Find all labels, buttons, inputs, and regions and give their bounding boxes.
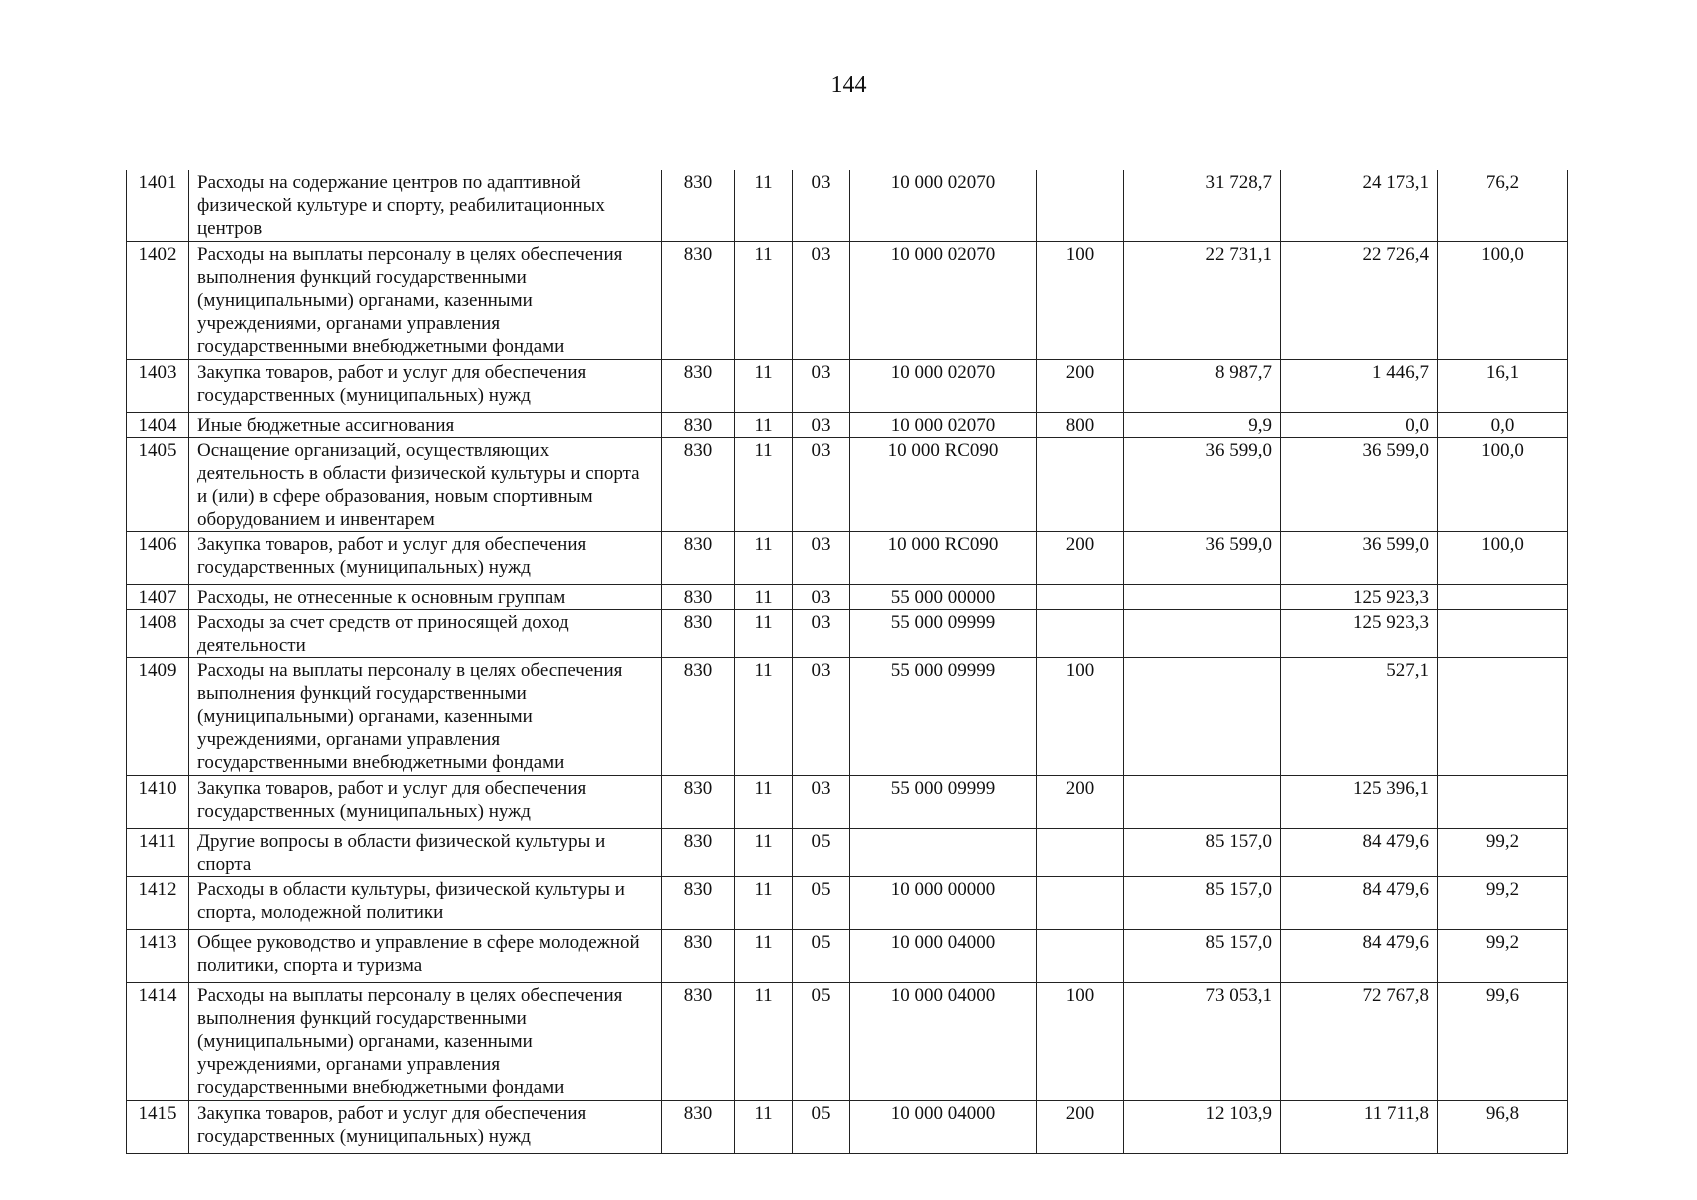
- plan-amount: 36 599,0: [1124, 531, 1281, 584]
- section-code: 11: [735, 982, 793, 1100]
- actual-amount: 125 923,3: [1281, 609, 1438, 657]
- target-article: 10 000 02070: [850, 359, 1037, 412]
- table-row: [127, 170, 1568, 241]
- execution-percent: 100,0: [1438, 241, 1568, 359]
- subsection-code: 03: [793, 609, 850, 657]
- admin-code: 830: [662, 929, 735, 982]
- actual-amount: 36 599,0: [1281, 531, 1438, 584]
- expense-type: 200: [1037, 359, 1124, 412]
- plan-amount: [1124, 609, 1281, 657]
- actual-amount: 1 446,7: [1281, 359, 1438, 412]
- execution-percent: [1438, 775, 1568, 828]
- subsection-code: 03: [793, 437, 850, 531]
- execution-percent: [1438, 609, 1568, 657]
- table-row: [127, 584, 1568, 609]
- actual-amount: 125 396,1: [1281, 775, 1438, 828]
- expense-type: [1037, 929, 1124, 982]
- section-code: 11: [735, 170, 793, 241]
- subsection-code: 03: [793, 170, 850, 241]
- admin-code: 830: [662, 170, 735, 241]
- row-name: Закупка товаров, работ и услуг для обеспечения государственных (муниципальных) нужд: [189, 1100, 662, 1153]
- subsection-code: 03: [793, 359, 850, 412]
- admin-code: 830: [662, 775, 735, 828]
- execution-percent: 99,2: [1438, 876, 1568, 929]
- target-article: 55 000 09999: [850, 609, 1037, 657]
- table-row: [127, 437, 1568, 531]
- actual-amount: 24 173,1: [1281, 170, 1438, 241]
- execution-percent: 99,6: [1438, 982, 1568, 1100]
- expense-type: 800: [1037, 412, 1124, 437]
- row-name: Оснащение организаций, осуществляющих деятельность в области физической культуры и спорта и (или) в сфере образования, новым спортивным оборудованием и инвентарем: [189, 437, 662, 531]
- row-number: 1415: [127, 1100, 189, 1153]
- execution-percent: 99,2: [1438, 828, 1568, 876]
- target-article: 10 000 02070: [850, 241, 1037, 359]
- actual-amount: 22 726,4: [1281, 241, 1438, 359]
- target-article: 55 000 09999: [850, 657, 1037, 775]
- row-name: Расходы в области культуры, физической культуры и спорта, молодежной политики: [189, 876, 662, 929]
- plan-amount: 85 157,0: [1124, 828, 1281, 876]
- admin-code: 830: [662, 437, 735, 531]
- table-row: [127, 1100, 1568, 1153]
- section-code: 11: [735, 1100, 793, 1153]
- row-name: Расходы за счет средств от приносящей доход деятельности: [189, 609, 662, 657]
- admin-code: 830: [662, 1100, 735, 1153]
- target-article: 10 000 04000: [850, 929, 1037, 982]
- expense-type: [1037, 828, 1124, 876]
- section-code: 11: [735, 828, 793, 876]
- table-row: [127, 531, 1568, 584]
- target-article: 10 000 RC090: [850, 437, 1037, 531]
- subsection-code: 03: [793, 584, 850, 609]
- admin-code: 830: [662, 412, 735, 437]
- actual-amount: 84 479,6: [1281, 828, 1438, 876]
- page-number: 144: [830, 72, 867, 98]
- target-article: 10 000 04000: [850, 1100, 1037, 1153]
- expense-type: [1037, 584, 1124, 609]
- execution-percent: 100,0: [1438, 531, 1568, 584]
- expense-type: 200: [1037, 531, 1124, 584]
- subsection-code: 05: [793, 876, 850, 929]
- subsection-code: 03: [793, 657, 850, 775]
- row-number: 1401: [127, 170, 189, 241]
- section-code: 11: [735, 531, 793, 584]
- row-number: 1406: [127, 531, 189, 584]
- plan-amount: 36 599,0: [1124, 437, 1281, 531]
- row-number: 1411: [127, 828, 189, 876]
- subsection-code: 05: [793, 1100, 850, 1153]
- target-article: 10 000 02070: [850, 170, 1037, 241]
- section-code: 11: [735, 359, 793, 412]
- plan-amount: 9,9: [1124, 412, 1281, 437]
- row-number: 1408: [127, 609, 189, 657]
- execution-percent: 99,2: [1438, 929, 1568, 982]
- plan-amount: [1124, 775, 1281, 828]
- expense-type: 200: [1037, 775, 1124, 828]
- section-code: 11: [735, 775, 793, 828]
- target-article: [850, 828, 1037, 876]
- admin-code: 830: [662, 584, 735, 609]
- section-code: 11: [735, 929, 793, 982]
- table-row: [127, 241, 1568, 359]
- execution-percent: [1438, 657, 1568, 775]
- row-number: 1402: [127, 241, 189, 359]
- section-code: 11: [735, 412, 793, 437]
- row-name: Закупка товаров, работ и услуг для обеспечения государственных (муниципальных) нужд: [189, 531, 662, 584]
- plan-amount: 85 157,0: [1124, 876, 1281, 929]
- row-name: Расходы на выплаты персоналу в целях обеспечения выполнения функций государственными (муниципальными) органами, казенными учреждениями, органами управления государственными внебюджетными фондами: [189, 982, 662, 1100]
- section-code: 11: [735, 437, 793, 531]
- actual-amount: 84 479,6: [1281, 876, 1438, 929]
- actual-amount: 36 599,0: [1281, 437, 1438, 531]
- expense-type: [1037, 437, 1124, 531]
- subsection-code: 03: [793, 241, 850, 359]
- execution-percent: 0,0: [1438, 412, 1568, 437]
- table-row: [127, 412, 1568, 437]
- expense-type: 100: [1037, 982, 1124, 1100]
- target-article: 10 000 00000: [850, 876, 1037, 929]
- row-name: Расходы, не отнесенные к основным группам: [189, 584, 662, 609]
- row-name: Общее руководство и управление в сфере молодежной политики, спорта и туризма: [189, 929, 662, 982]
- actual-amount: 0,0: [1281, 412, 1438, 437]
- execution-percent: [1438, 584, 1568, 609]
- row-number: 1407: [127, 584, 189, 609]
- expense-type: [1037, 876, 1124, 929]
- plan-amount: 85 157,0: [1124, 929, 1281, 982]
- row-number: 1403: [127, 359, 189, 412]
- target-article: 55 000 00000: [850, 584, 1037, 609]
- table-row: [127, 775, 1568, 828]
- table-row: [127, 657, 1568, 775]
- actual-amount: 11 711,8: [1281, 1100, 1438, 1153]
- section-code: 11: [735, 876, 793, 929]
- table-row: [127, 359, 1568, 412]
- target-article: 10 000 RC090: [850, 531, 1037, 584]
- row-number: 1404: [127, 412, 189, 437]
- subsection-code: 03: [793, 775, 850, 828]
- row-name: Закупка товаров, работ и услуг для обеспечения государственных (муниципальных) нужд: [189, 775, 662, 828]
- table-row: [127, 929, 1568, 982]
- row-number: 1414: [127, 982, 189, 1100]
- expense-type: [1037, 609, 1124, 657]
- plan-amount: 73 053,1: [1124, 982, 1281, 1100]
- execution-percent: 96,8: [1438, 1100, 1568, 1153]
- actual-amount: 125 923,3: [1281, 584, 1438, 609]
- execution-percent: 76,2: [1438, 170, 1568, 241]
- admin-code: 830: [662, 876, 735, 929]
- expense-type: [1037, 170, 1124, 241]
- admin-code: 830: [662, 982, 735, 1100]
- admin-code: 830: [662, 609, 735, 657]
- budget-table: [126, 170, 1568, 1154]
- expense-type: 100: [1037, 657, 1124, 775]
- actual-amount: 84 479,6: [1281, 929, 1438, 982]
- admin-code: 830: [662, 657, 735, 775]
- row-name: Расходы на выплаты персоналу в целях обеспечения выполнения функций государственными (муниципальными) органами, казенными учреждениями, органами управления государственными внебюджетными фондами: [189, 657, 662, 775]
- row-name: Расходы на выплаты персоналу в целях обеспечения выполнения функций государственными (муниципальными) органами, казенными учреждениями, органами управления государственными внебюджетными фондами: [189, 241, 662, 359]
- table-row: [127, 828, 1568, 876]
- plan-amount: 31 728,7: [1124, 170, 1281, 241]
- admin-code: 830: [662, 359, 735, 412]
- budget-table-body: [127, 170, 1568, 1153]
- admin-code: 830: [662, 241, 735, 359]
- row-number: 1409: [127, 657, 189, 775]
- row-number: 1410: [127, 775, 189, 828]
- row-number: 1412: [127, 876, 189, 929]
- row-name: Расходы на содержание центров по адаптивной физической культуре и спорту, реабилитационных центров: [189, 170, 662, 241]
- subsection-code: 03: [793, 531, 850, 584]
- subsection-code: 05: [793, 982, 850, 1100]
- expense-type: 100: [1037, 241, 1124, 359]
- plan-amount: 12 103,9: [1124, 1100, 1281, 1153]
- row-name: Закупка товаров, работ и услуг для обеспечения государственных (муниципальных) нужд: [189, 359, 662, 412]
- row-number: 1413: [127, 929, 189, 982]
- section-code: 11: [735, 609, 793, 657]
- subsection-code: 05: [793, 929, 850, 982]
- admin-code: 830: [662, 828, 735, 876]
- admin-code: 830: [662, 531, 735, 584]
- row-name: Другие вопросы в области физической культуры и спорта: [189, 828, 662, 876]
- subsection-code: 05: [793, 828, 850, 876]
- execution-percent: 100,0: [1438, 437, 1568, 531]
- actual-amount: 72 767,8: [1281, 982, 1438, 1100]
- target-article: 10 000 02070: [850, 412, 1037, 437]
- subsection-code: 03: [793, 412, 850, 437]
- plan-amount: 8 987,7: [1124, 359, 1281, 412]
- section-code: 11: [735, 657, 793, 775]
- section-code: 11: [735, 584, 793, 609]
- actual-amount: 527,1: [1281, 657, 1438, 775]
- plan-amount: 22 731,1: [1124, 241, 1281, 359]
- row-number: 1405: [127, 437, 189, 531]
- plan-amount: [1124, 657, 1281, 775]
- target-article: 55 000 09999: [850, 775, 1037, 828]
- section-code: 11: [735, 241, 793, 359]
- plan-amount: [1124, 584, 1281, 609]
- target-article: 10 000 04000: [850, 982, 1037, 1100]
- execution-percent: 16,1: [1438, 359, 1568, 412]
- table-row: [127, 609, 1568, 657]
- table-row: [127, 876, 1568, 929]
- expense-type: 200: [1037, 1100, 1124, 1153]
- table-row: [127, 982, 1568, 1100]
- row-name: Иные бюджетные ассигнования: [189, 412, 662, 437]
